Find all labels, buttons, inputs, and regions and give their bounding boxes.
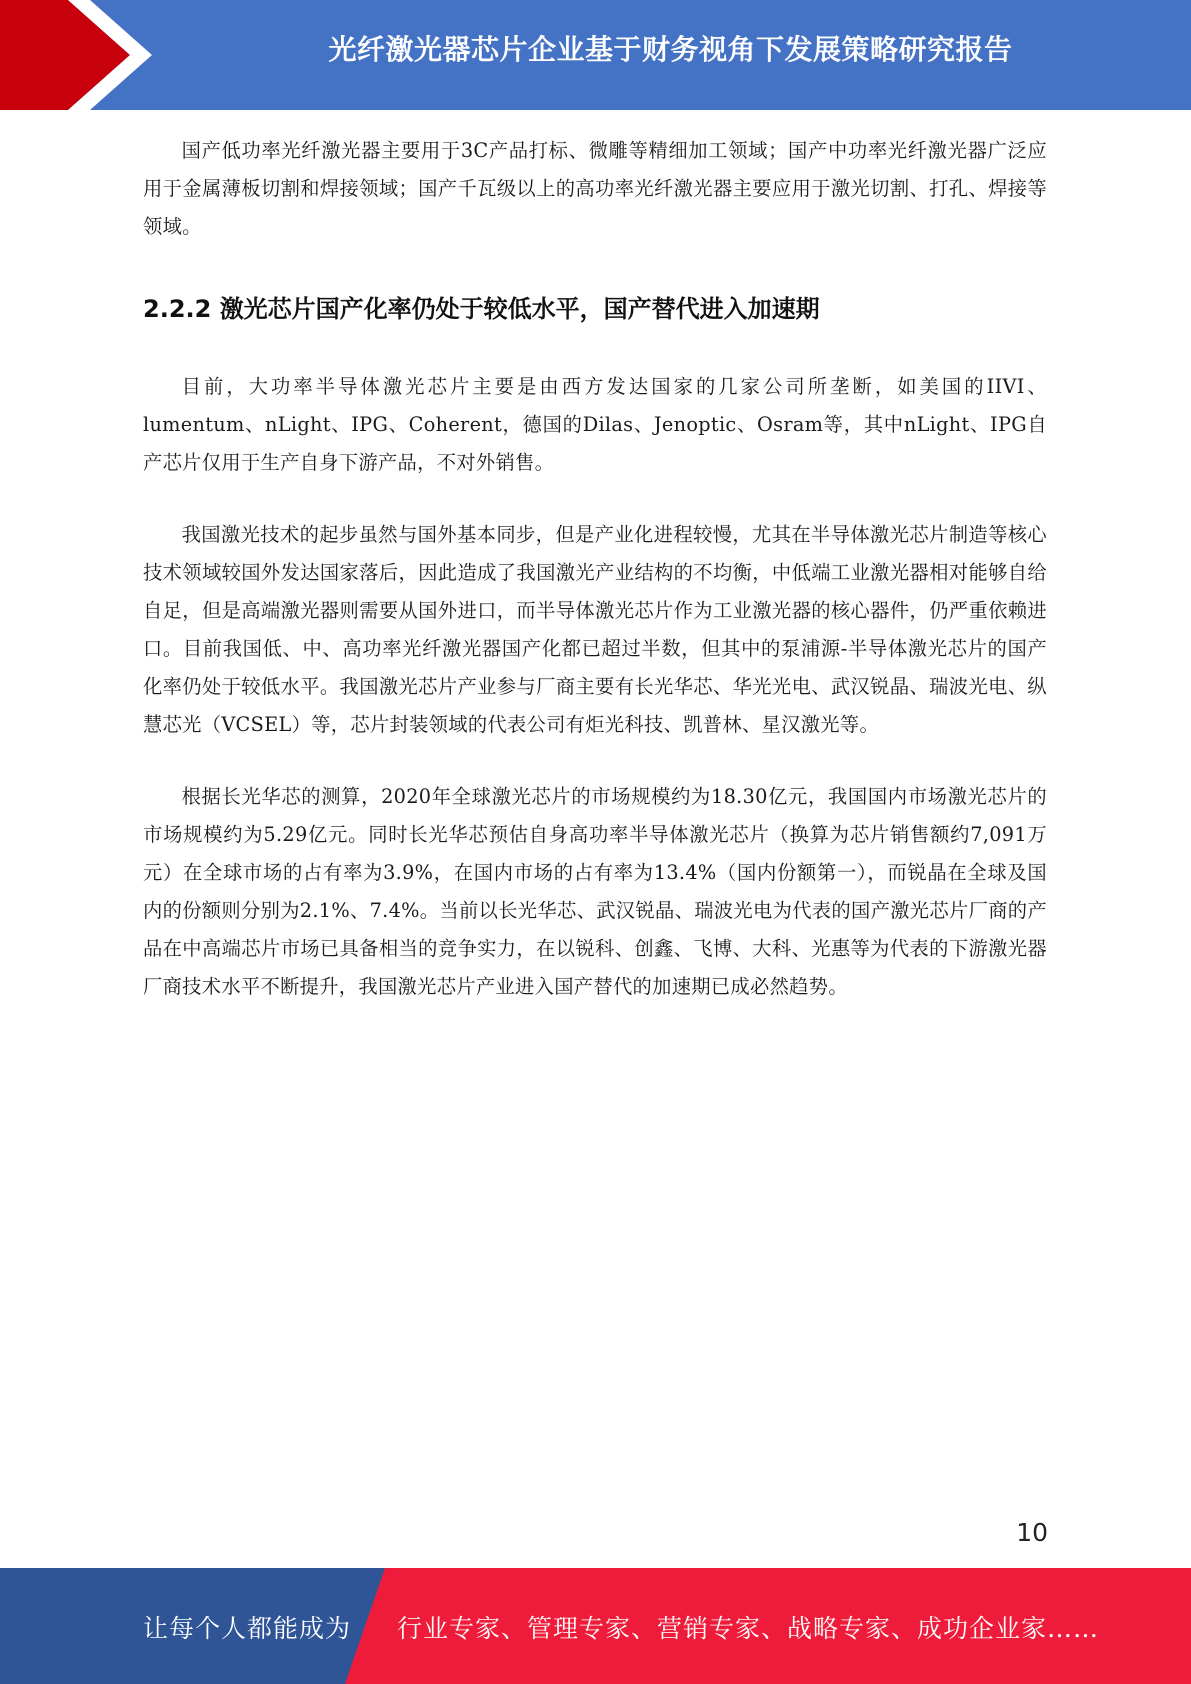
page-number: 10: [1016, 1518, 1048, 1547]
footer-slogan-right: 行业专家、管理专家、营销专家、战略专家、成功企业家……: [397, 1614, 1100, 1643]
paragraph-low-power-applications: 国产低功率光纤激光器主要用于3C产品打标、微雕等精细加工领域；国产中功率光纤激光器广泛应用于金属薄板切割和焊接领域；国产千瓦级以上的高功率光纤激光器主要应用于激光切割、打孔、焊接等领域。: [143, 139, 1047, 238]
header-banner: [0, 0, 1191, 110]
header-red-block: [0, 0, 130, 110]
paragraph-foreign-monopoly: 目前，大功率半导体激光芯片主要是由西方发达国家的几家公司所垄断，如美国的IIVI、lumentum、nLight、IPG、Coherent，德国的Dilas、Jenoptic、Osram等，其中nLight、IPG自产芯片仅用于生产自身下游产品，不对外销售。: [143, 375, 1047, 474]
paragraph-market-size: 根据长光华芯的测算，2020年全球激光芯片的市场规模约为18.30亿元，我国国内市场激光芯片的市场规模约为5.29亿元。同时长光华芯预估自身高功率半导体激光芯片（换算为芯片销售额约7,091万元）在全球市场的占有率为3.9%，在国内市场的占有率为13.4%（国内份额第一），而锐晶在全球及国内的份额则分别为2.1%、7.4%。当前以长光华芯、武汉锐晶、瑞波光电为代表的国产激光芯片厂商的产品在中高端芯片市场已具备相当的竞争实力，在以锐科、创鑫、飞博、大科、光惠等为代表的下游激光器厂商技术水平不断提升，我国激光芯片产业进入国产替代的加速期已成必然趋势。: [143, 785, 1047, 998]
footer-banner: [0, 1568, 1191, 1684]
main-content: [143, 132, 1047, 1040]
section-heading: 2.2.2 激光芯片国产化率仍处于较低水平，国产替代进入加速期: [143, 295, 820, 323]
footer-slogan-left: 让每个人都能成为: [143, 1614, 352, 1643]
paragraph-domestic-industry: 我国激光技术的起步虽然与国外基本同步，但是产业化进程较慢，尤其在半导体激光芯片制造等核心技术领域较国外发达国家落后，因此造成了我国激光产业结构的不均衡，中低端工业激光器相对能够自给自足，但是高端激光器则需要从国外进口，而半导体激光芯片作为工业激光器的核心器件，仍严重依赖进口。目前我国低、中、高功率光纤激光器国产化都已超过半数，但其中的泵浦源-半导体激光芯片的国产化率仍处于较低水平。我国激光芯片产业参与厂商主要有长光华芯、华光光电、武汉锐晶、瑞波光电、纵慧芯光（VCSEL）等，芯片封装领域的代表公司有炬光科技、凯普林、星汉激光等。: [143, 523, 1047, 736]
document-title: 光纤激光器芯片企业基于财务视角下发展策略研究报告: [328, 33, 1013, 66]
